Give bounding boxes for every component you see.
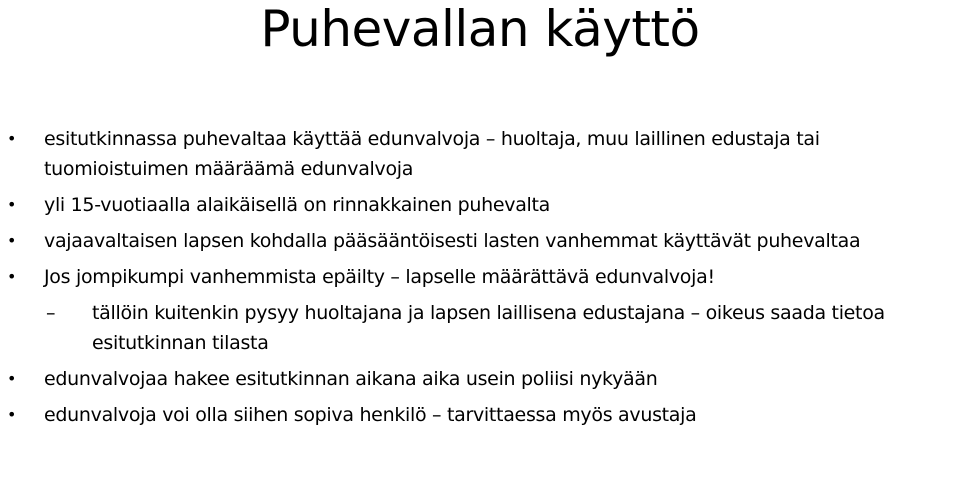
slide-title: Puhevallan käyttö	[260, 0, 700, 58]
sub-bullet-item	[0, 298, 960, 358]
bullet-item	[0, 262, 960, 292]
bullet-dot-icon: •	[7, 129, 17, 148]
bullet-item	[0, 400, 960, 430]
bullet-list	[0, 124, 960, 436]
bullet-dot-icon: •	[7, 231, 17, 250]
dash-icon: –	[46, 302, 56, 324]
bullet-item	[0, 124, 960, 184]
bullet-text: edunvalvoja voi olla siihen sopiva henkilö – tarvittaessa myös avustaja	[44, 404, 697, 426]
bullet-item	[0, 190, 960, 220]
bullet-item	[0, 364, 960, 394]
sub-bullet-text: tällöin kuitenkin pysyy huoltajana ja lapsen laillisena edustajana – oikeus saada tietoa esitutkinnan tilasta	[92, 302, 885, 354]
bullet-text: Jos jompikumpi vanhemmista epäilty – lapselle määrättävä edunvalvoja!	[44, 266, 715, 288]
bullet-dot-icon: •	[7, 267, 17, 286]
bullet-text: esitutkinnassa puhevaltaa käyttää edunvalvoja – huoltaja, muu laillinen edustaja tai tuomioistuimen määräämä edunvalvoja	[44, 128, 820, 180]
bullet-dot-icon: •	[7, 369, 17, 388]
bullet-dot-icon: •	[7, 405, 17, 424]
bullet-text: edunvalvojaa hakee esitutkinnan aikana aika usein poliisi nykyään	[44, 368, 658, 390]
bullet-dot-icon: •	[7, 195, 17, 214]
bullet-text: yli 15-vuotiaalla alaikäisellä on rinnakkainen puhevalta	[44, 194, 551, 216]
bullet-item	[0, 226, 960, 256]
bullet-text: vajaavaltaisen lapsen kohdalla pääsääntöisesti lasten vanhemmat käyttävät puhevaltaa	[44, 230, 861, 252]
